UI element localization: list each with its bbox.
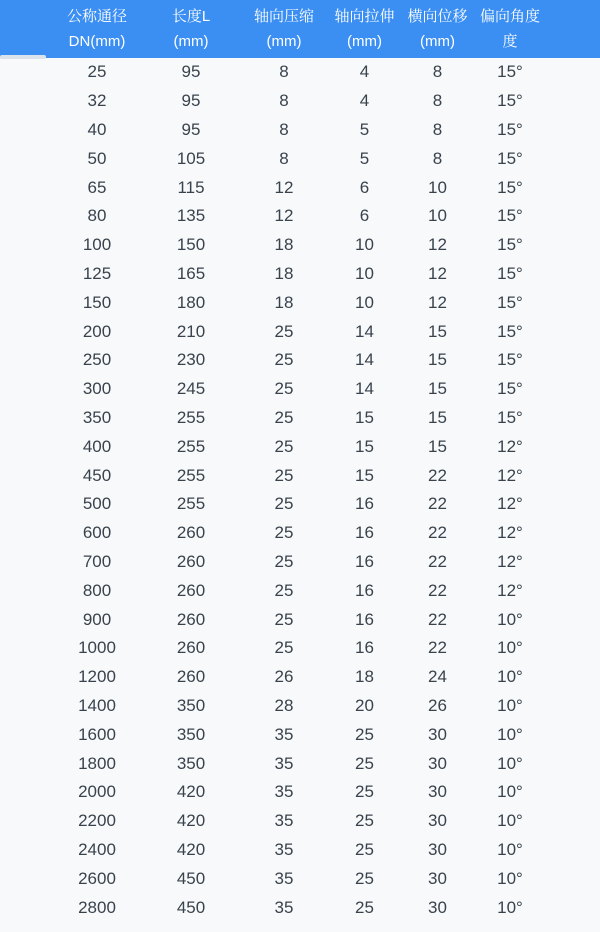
- row-spacer-left: [0, 404, 52, 433]
- table-cell: 260: [142, 519, 240, 548]
- table-cell: 25: [328, 836, 401, 865]
- table-row: [0, 576, 600, 605]
- table-row: [0, 634, 600, 663]
- table-cell: 10: [328, 260, 401, 289]
- table-cell: 15°: [474, 202, 546, 231]
- table-cell: 25: [240, 346, 328, 375]
- row-spacer-right: [546, 720, 600, 749]
- row-spacer-left: [0, 605, 52, 634]
- table-cell: 2000: [52, 778, 142, 807]
- table-cell: 10: [401, 173, 474, 202]
- table-cell: 250: [52, 346, 142, 375]
- table-cell: 12: [240, 173, 328, 202]
- table-cell: 12°: [474, 519, 546, 548]
- table-cell: 150: [142, 231, 240, 260]
- row-spacer-right: [546, 778, 600, 807]
- table-cell: 16: [328, 548, 401, 577]
- row-spacer-right: [546, 58, 600, 87]
- row-spacer-left: [0, 836, 52, 865]
- row-spacer-right: [546, 836, 600, 865]
- table-cell: 25: [240, 490, 328, 519]
- table-cell: 255: [142, 461, 240, 490]
- table-cell: 25: [240, 519, 328, 548]
- table-cell: 400: [52, 432, 142, 461]
- row-spacer-left: [0, 87, 52, 116]
- header-label: 长度L: [171, 8, 211, 25]
- table-cell: 15: [401, 404, 474, 433]
- row-spacer-right: [546, 202, 600, 231]
- table-cell: 420: [142, 836, 240, 865]
- row-spacer-left: [0, 317, 52, 346]
- table-cell: 22: [401, 605, 474, 634]
- table-cell: 5: [328, 144, 401, 173]
- table-cell: 12°: [474, 548, 546, 577]
- table-cell: 80: [52, 202, 142, 231]
- table-cell: 135: [142, 202, 240, 231]
- table-cell: 8: [240, 87, 328, 116]
- table-cell: 150: [52, 288, 142, 317]
- table-cell: 15: [401, 375, 474, 404]
- table-cell: 255: [142, 490, 240, 519]
- horizontal-scrollbar-thumb[interactable]: [0, 55, 46, 59]
- table-cell: 10: [328, 288, 401, 317]
- table-cell: 15°: [474, 404, 546, 433]
- table-cell: 8: [401, 87, 474, 116]
- table-cell: 32: [52, 87, 142, 116]
- table-cell: 350: [142, 720, 240, 749]
- table-cell: 15: [401, 346, 474, 375]
- table-cell: 1600: [52, 720, 142, 749]
- table-cell: 15: [401, 432, 474, 461]
- table-cell: 450: [52, 461, 142, 490]
- table-cell: 35: [240, 864, 328, 893]
- table-cell: 6: [328, 202, 401, 231]
- table-cell: 10°: [474, 663, 546, 692]
- table-row: [0, 663, 600, 692]
- table-cell: 1000: [52, 634, 142, 663]
- table-cell: 500: [52, 490, 142, 519]
- table-cell: 900: [52, 605, 142, 634]
- row-spacer-left: [0, 634, 52, 663]
- row-spacer-right: [546, 461, 600, 490]
- table-cell: 8: [401, 144, 474, 173]
- table-cell: 14: [328, 317, 401, 346]
- table-cell: 8: [240, 58, 328, 87]
- row-spacer-left: [0, 116, 52, 145]
- table-cell: 22: [401, 461, 474, 490]
- table-cell: 12°: [474, 490, 546, 519]
- table-row: [0, 605, 600, 634]
- header-cell-axial-compression: [240, 0, 328, 58]
- table-cell: 95: [142, 58, 240, 87]
- row-spacer-right: [546, 692, 600, 721]
- table-row: [0, 893, 600, 922]
- row-spacer-left: [0, 720, 52, 749]
- table-cell: 350: [52, 404, 142, 433]
- table-cell: 12°: [474, 432, 546, 461]
- row-spacer-right: [546, 807, 600, 836]
- table-cell: 115: [142, 173, 240, 202]
- header-cell-axial-extension: [328, 0, 401, 58]
- table-cell: 15°: [474, 375, 546, 404]
- table-cell: 12°: [474, 461, 546, 490]
- table-cell: 15°: [474, 346, 546, 375]
- row-spacer-right: [546, 375, 600, 404]
- table-cell: 30: [401, 807, 474, 836]
- table-row: [0, 87, 600, 116]
- table-cell: 800: [52, 576, 142, 605]
- table-row: [0, 490, 600, 519]
- table-row: [0, 116, 600, 145]
- table-cell: 10°: [474, 634, 546, 663]
- table-row: [0, 864, 600, 893]
- header-label: 轴向压缩: [253, 8, 314, 25]
- table-cell: 10°: [474, 605, 546, 634]
- table-cell: 105: [142, 144, 240, 173]
- table-cell: 25: [328, 720, 401, 749]
- row-spacer-left: [0, 519, 52, 548]
- table-cell: 165: [142, 260, 240, 289]
- table-cell: 10: [401, 202, 474, 231]
- row-spacer-right: [546, 634, 600, 663]
- row-spacer-left: [0, 576, 52, 605]
- header-cell-deflection-angle: [474, 0, 546, 58]
- table-cell: 100: [52, 231, 142, 260]
- table-row: [0, 692, 600, 721]
- table-cell: 10°: [474, 836, 546, 865]
- table-cell: 25: [240, 375, 328, 404]
- row-spacer-right: [546, 749, 600, 778]
- table-cell: 35: [240, 749, 328, 778]
- table-cell: 5: [328, 116, 401, 145]
- table-cell: 230: [142, 346, 240, 375]
- row-spacer-right: [546, 87, 600, 116]
- row-spacer-left: [0, 692, 52, 721]
- table-cell: 14: [328, 375, 401, 404]
- table-cell: 65: [52, 173, 142, 202]
- table-cell: 30: [401, 778, 474, 807]
- row-spacer-right: [546, 116, 600, 145]
- table-cell: 210: [142, 317, 240, 346]
- table-body: [0, 58, 600, 922]
- table-cell: 35: [240, 778, 328, 807]
- table-cell: 22: [401, 576, 474, 605]
- table-cell: 255: [142, 404, 240, 433]
- table-row: [0, 317, 600, 346]
- row-spacer-left: [0, 461, 52, 490]
- table-cell: 255: [142, 432, 240, 461]
- table-cell: 450: [142, 864, 240, 893]
- row-spacer-right: [546, 576, 600, 605]
- table-cell: 420: [142, 807, 240, 836]
- row-spacer-right: [546, 144, 600, 173]
- table-cell: 16: [328, 634, 401, 663]
- row-spacer-left: [0, 231, 52, 260]
- table-cell: 4: [328, 87, 401, 116]
- table-row: [0, 461, 600, 490]
- table-row: [0, 778, 600, 807]
- table-cell: 15°: [474, 173, 546, 202]
- table-cell: 1400: [52, 692, 142, 721]
- table-cell: 15: [328, 404, 401, 433]
- header-label: 轴向拉伸: [334, 8, 395, 25]
- table-header: [0, 0, 600, 58]
- header-cell-length: [142, 0, 240, 58]
- table-cell: 10°: [474, 864, 546, 893]
- row-spacer-right: [546, 288, 600, 317]
- table-cell: 15°: [474, 288, 546, 317]
- header-cell-dn: [52, 0, 142, 58]
- table-cell: 15: [328, 432, 401, 461]
- table-cell: 35: [240, 807, 328, 836]
- row-spacer-right: [546, 432, 600, 461]
- header-unit: (mm): [420, 33, 455, 50]
- table-cell: 180: [142, 288, 240, 317]
- table-cell: 18: [240, 288, 328, 317]
- row-spacer-right: [546, 231, 600, 260]
- table-row: [0, 260, 600, 289]
- table-cell: 8: [240, 144, 328, 173]
- table-row: [0, 288, 600, 317]
- row-spacer-left: [0, 548, 52, 577]
- table-cell: 2200: [52, 807, 142, 836]
- table-cell: 30: [401, 836, 474, 865]
- table-row: [0, 173, 600, 202]
- table-cell: 20: [328, 692, 401, 721]
- row-spacer-left: [0, 807, 52, 836]
- table-cell: 15°: [474, 87, 546, 116]
- table-cell: 22: [401, 519, 474, 548]
- table-cell: 8: [401, 116, 474, 145]
- table-cell: 12: [240, 202, 328, 231]
- table-cell: 25: [240, 404, 328, 433]
- table-cell: 22: [401, 490, 474, 519]
- table-cell: 10°: [474, 807, 546, 836]
- table-cell: 12: [401, 260, 474, 289]
- table-cell: 15°: [474, 116, 546, 145]
- table-cell: 10°: [474, 778, 546, 807]
- row-spacer-left: [0, 893, 52, 922]
- table-cell: 30: [401, 864, 474, 893]
- table-cell: 16: [328, 490, 401, 519]
- table-row: [0, 720, 600, 749]
- table-row: [0, 144, 600, 173]
- table-cell: 25: [240, 576, 328, 605]
- table-cell: 1800: [52, 749, 142, 778]
- table-cell: 25: [240, 548, 328, 577]
- table-cell: 26: [240, 663, 328, 692]
- row-spacer-left: [0, 864, 52, 893]
- row-spacer-right: [546, 346, 600, 375]
- table-cell: 10: [328, 231, 401, 260]
- table-cell: 16: [328, 519, 401, 548]
- table-cell: 600: [52, 519, 142, 548]
- table-cell: 15: [401, 317, 474, 346]
- header-spacer-left: [0, 0, 52, 58]
- row-spacer-right: [546, 519, 600, 548]
- table-cell: 25: [52, 58, 142, 87]
- table-cell: 10°: [474, 893, 546, 922]
- row-spacer-right: [546, 864, 600, 893]
- row-spacer-right: [546, 893, 600, 922]
- row-spacer-right: [546, 173, 600, 202]
- table-cell: 12°: [474, 576, 546, 605]
- table-cell: 12: [401, 288, 474, 317]
- header-label: 偏向角度: [479, 8, 540, 25]
- table-cell: 8: [401, 58, 474, 87]
- table-cell: 40: [52, 116, 142, 145]
- row-spacer-right: [546, 605, 600, 634]
- row-spacer-right: [546, 490, 600, 519]
- row-spacer-left: [0, 663, 52, 692]
- table-cell: 30: [401, 749, 474, 778]
- table-cell: 18: [240, 260, 328, 289]
- table-cell: 22: [401, 634, 474, 663]
- table-cell: 700: [52, 548, 142, 577]
- table-row: [0, 231, 600, 260]
- row-spacer-right: [546, 663, 600, 692]
- header-unit: DN(mm): [68, 33, 126, 50]
- row-spacer-right: [546, 404, 600, 433]
- table-cell: 16: [328, 576, 401, 605]
- header-unit: (mm): [173, 33, 209, 50]
- row-spacer-left: [0, 202, 52, 231]
- table-cell: 2600: [52, 864, 142, 893]
- table-cell: 26: [401, 692, 474, 721]
- table-cell: 25: [328, 893, 401, 922]
- row-spacer-left: [0, 173, 52, 202]
- table-cell: 2400: [52, 836, 142, 865]
- table-cell: 18: [328, 663, 401, 692]
- table-row: [0, 836, 600, 865]
- table-cell: 420: [142, 778, 240, 807]
- header-spacer-right: [546, 0, 600, 58]
- row-spacer-left: [0, 749, 52, 778]
- table-row: [0, 519, 600, 548]
- table-cell: 14: [328, 346, 401, 375]
- table-cell: 260: [142, 634, 240, 663]
- table-cell: 15°: [474, 231, 546, 260]
- table-cell: 25: [328, 864, 401, 893]
- table-cell: 25: [240, 605, 328, 634]
- table-cell: 260: [142, 548, 240, 577]
- table-cell: 350: [142, 692, 240, 721]
- row-spacer-right: [546, 548, 600, 577]
- table-cell: 25: [240, 461, 328, 490]
- row-spacer-left: [0, 288, 52, 317]
- table-cell: 95: [142, 116, 240, 145]
- table-cell: 6: [328, 173, 401, 202]
- table-row: [0, 58, 600, 87]
- header-unit: (mm): [266, 33, 302, 50]
- row-spacer-left: [0, 260, 52, 289]
- table-cell: 15: [328, 461, 401, 490]
- row-spacer-left: [0, 432, 52, 461]
- table-cell: 245: [142, 375, 240, 404]
- table-row: [0, 375, 600, 404]
- row-spacer-left: [0, 778, 52, 807]
- header-label: 公称通径: [66, 8, 127, 25]
- table-cell: 24: [401, 663, 474, 692]
- header-label: 横向位移: [407, 8, 468, 25]
- table-cell: 350: [142, 749, 240, 778]
- row-spacer-left: [0, 375, 52, 404]
- table-cell: 260: [142, 605, 240, 634]
- table-cell: 450: [142, 893, 240, 922]
- table-cell: 25: [240, 317, 328, 346]
- table-cell: 35: [240, 893, 328, 922]
- row-spacer-left: [0, 346, 52, 375]
- table-cell: 2800: [52, 893, 142, 922]
- table-cell: 35: [240, 836, 328, 865]
- table-cell: 25: [328, 807, 401, 836]
- table-cell: 25: [328, 749, 401, 778]
- table-cell: 260: [142, 663, 240, 692]
- table-cell: 15°: [474, 317, 546, 346]
- table-cell: 260: [142, 576, 240, 605]
- header-row: [0, 0, 600, 58]
- table-cell: 8: [240, 116, 328, 145]
- row-spacer-right: [546, 260, 600, 289]
- table-cell: 15°: [474, 58, 546, 87]
- table-cell: 1200: [52, 663, 142, 692]
- table-cell: 10°: [474, 720, 546, 749]
- table-cell: 12: [401, 231, 474, 260]
- table-cell: 50: [52, 144, 142, 173]
- table-cell: 22: [401, 548, 474, 577]
- table-cell: 28: [240, 692, 328, 721]
- table-row: [0, 202, 600, 231]
- row-spacer-left: [0, 58, 52, 87]
- table-row: [0, 749, 600, 778]
- table-cell: 30: [401, 720, 474, 749]
- table-row: [0, 432, 600, 461]
- table-cell: 10°: [474, 692, 546, 721]
- table-cell: 16: [328, 605, 401, 634]
- table-cell: 30: [401, 893, 474, 922]
- table-cell: 15°: [474, 144, 546, 173]
- table-cell: 25: [328, 778, 401, 807]
- table-row: [0, 346, 600, 375]
- table-cell: 125: [52, 260, 142, 289]
- table-row: [0, 807, 600, 836]
- table-row: [0, 404, 600, 433]
- table-cell: 300: [52, 375, 142, 404]
- header-unit: 度: [502, 33, 518, 50]
- table-cell: 4: [328, 58, 401, 87]
- table-cell: 25: [240, 634, 328, 663]
- table-cell: 35: [240, 720, 328, 749]
- table-cell: 25: [240, 432, 328, 461]
- table-cell: 15°: [474, 260, 546, 289]
- row-spacer-left: [0, 144, 52, 173]
- table-cell: 95: [142, 87, 240, 116]
- header-cell-lateral-displacement: [401, 0, 474, 58]
- table-row: [0, 548, 600, 577]
- table-cell: 18: [240, 231, 328, 260]
- table-cell: 200: [52, 317, 142, 346]
- row-spacer-right: [546, 317, 600, 346]
- header-unit: (mm): [347, 33, 382, 50]
- row-spacer-left: [0, 490, 52, 519]
- table-cell: 10°: [474, 749, 546, 778]
